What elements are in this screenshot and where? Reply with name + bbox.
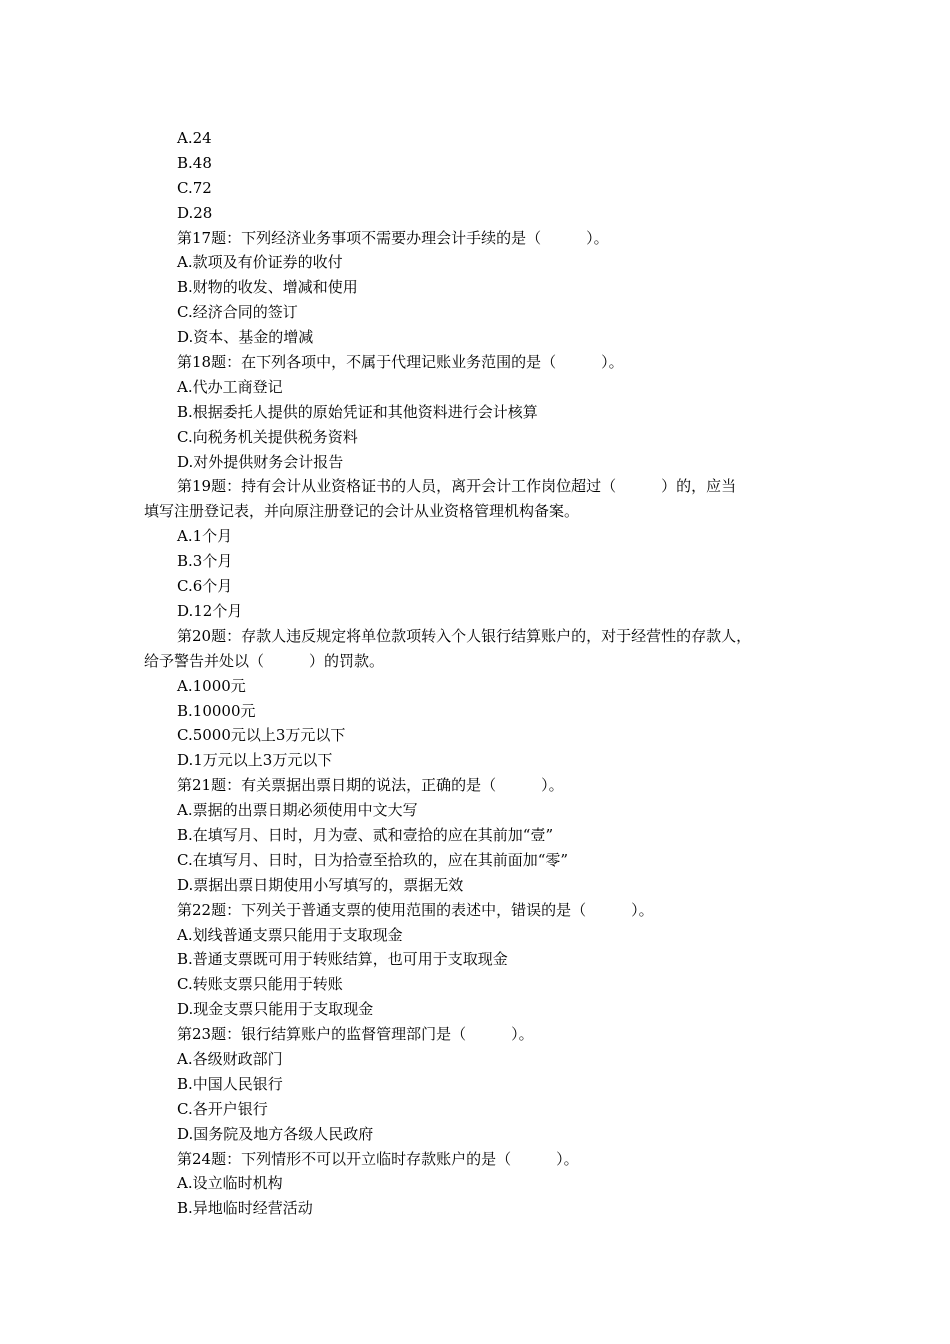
option-line: D.12个月 [177, 601, 243, 620]
option-line: B.在填写月、日时，月为壹、贰和壹拾的应在其前加“壹” [177, 826, 554, 844]
option-line: D.28 [177, 203, 213, 222]
option-line: A.1000元 [177, 676, 246, 695]
option-line: D.现金支票只能用于支取现金 [177, 1000, 374, 1019]
question-19-line-1: 第19题：持有会计从业资格证书的人员，离开会计工作岗位超过（ ）的，应当 [177, 477, 737, 496]
question-17: 第17题：下列经济业务事项不需要办理会计手续的是（ ）。 [177, 228, 609, 247]
option-line: C.6个月 [177, 577, 233, 596]
option-line: C.各开户银行 [177, 1099, 268, 1118]
option-line: D.票据出票日期使用小写填写的，票据无效 [177, 875, 464, 894]
question-20-line-2: 给予警告并处以（ ）的罚款。 [144, 651, 385, 670]
question-21: 第21题：有关票据出票日期的说法，正确的是（ ）。 [177, 776, 564, 795]
option-line: B.异地临时经营活动 [177, 1199, 313, 1218]
option-line: B.中国人民银行 [177, 1074, 283, 1093]
option-line: B.根据委托人提供的原始凭证和其他资料进行会计核算 [177, 402, 538, 421]
option-line: B.48 [177, 153, 212, 172]
question-20-line-1: 第20题：存款人违反规定将单位款项转入个人银行结算账户的，对于经营性的存款人， [177, 626, 752, 645]
option-line: C.5000元以上3万元以下 [177, 726, 346, 745]
option-line: A.24 [177, 129, 212, 147]
option-line: B.10000元 [177, 701, 256, 720]
question-19-line-2: 填写注册登记表，并向原注册登记的会计从业资格管理机构备案。 [144, 502, 580, 521]
question-22: 第22题：下列关于普通支票的使用范围的表述中，错误的是（ ）。 [177, 900, 654, 919]
option-line: A.代办工商登记 [177, 377, 283, 396]
option-line: A.票据的出票日期必须使用中文大写 [177, 801, 418, 820]
option-line: D.国务院及地方各级人民政府 [177, 1124, 374, 1143]
option-line: D.1万元以上3万元以下 [177, 751, 333, 770]
option-line: A.款项及有价证券的收付 [177, 253, 343, 272]
option-line: B.财物的收发、增减和使用 [177, 278, 358, 297]
option-line: C.经济合同的签订 [177, 303, 298, 322]
option-line: A.划线普通支票只能用于支取现金 [177, 925, 403, 944]
option-line: B.普通支票既可用于转账结算，也可用于支取现金 [177, 950, 508, 969]
option-line: A.各级财政部门 [177, 1050, 283, 1069]
option-line: C.72 [177, 178, 212, 197]
option-line: A.设立临时机构 [177, 1174, 283, 1193]
option-line: C.向税务机关提供税务资料 [177, 427, 358, 446]
option-line: C.在填写月、日时，日为拾壹至拾玖的，应在其前面加“零” [177, 850, 569, 869]
question-18: 第18题：在下列各项中，不属于代理记账业务范围的是（ ）。 [177, 353, 624, 372]
option-line: C.转账支票只能用于转账 [177, 975, 343, 994]
question-24: 第24题：下列情形不可以开立临时存款账户的是（ ）。 [177, 1149, 579, 1168]
option-line: D.对外提供财务会计报告 [177, 452, 344, 471]
question-text-block [144, 126, 820, 1221]
question-23: 第23题：银行结算账户的监督管理部门是（ ）。 [177, 1025, 534, 1044]
option-line: D.资本、基金的增减 [177, 328, 314, 347]
option-line: B.3个月 [177, 552, 233, 571]
option-line: A.1个月 [177, 527, 233, 546]
